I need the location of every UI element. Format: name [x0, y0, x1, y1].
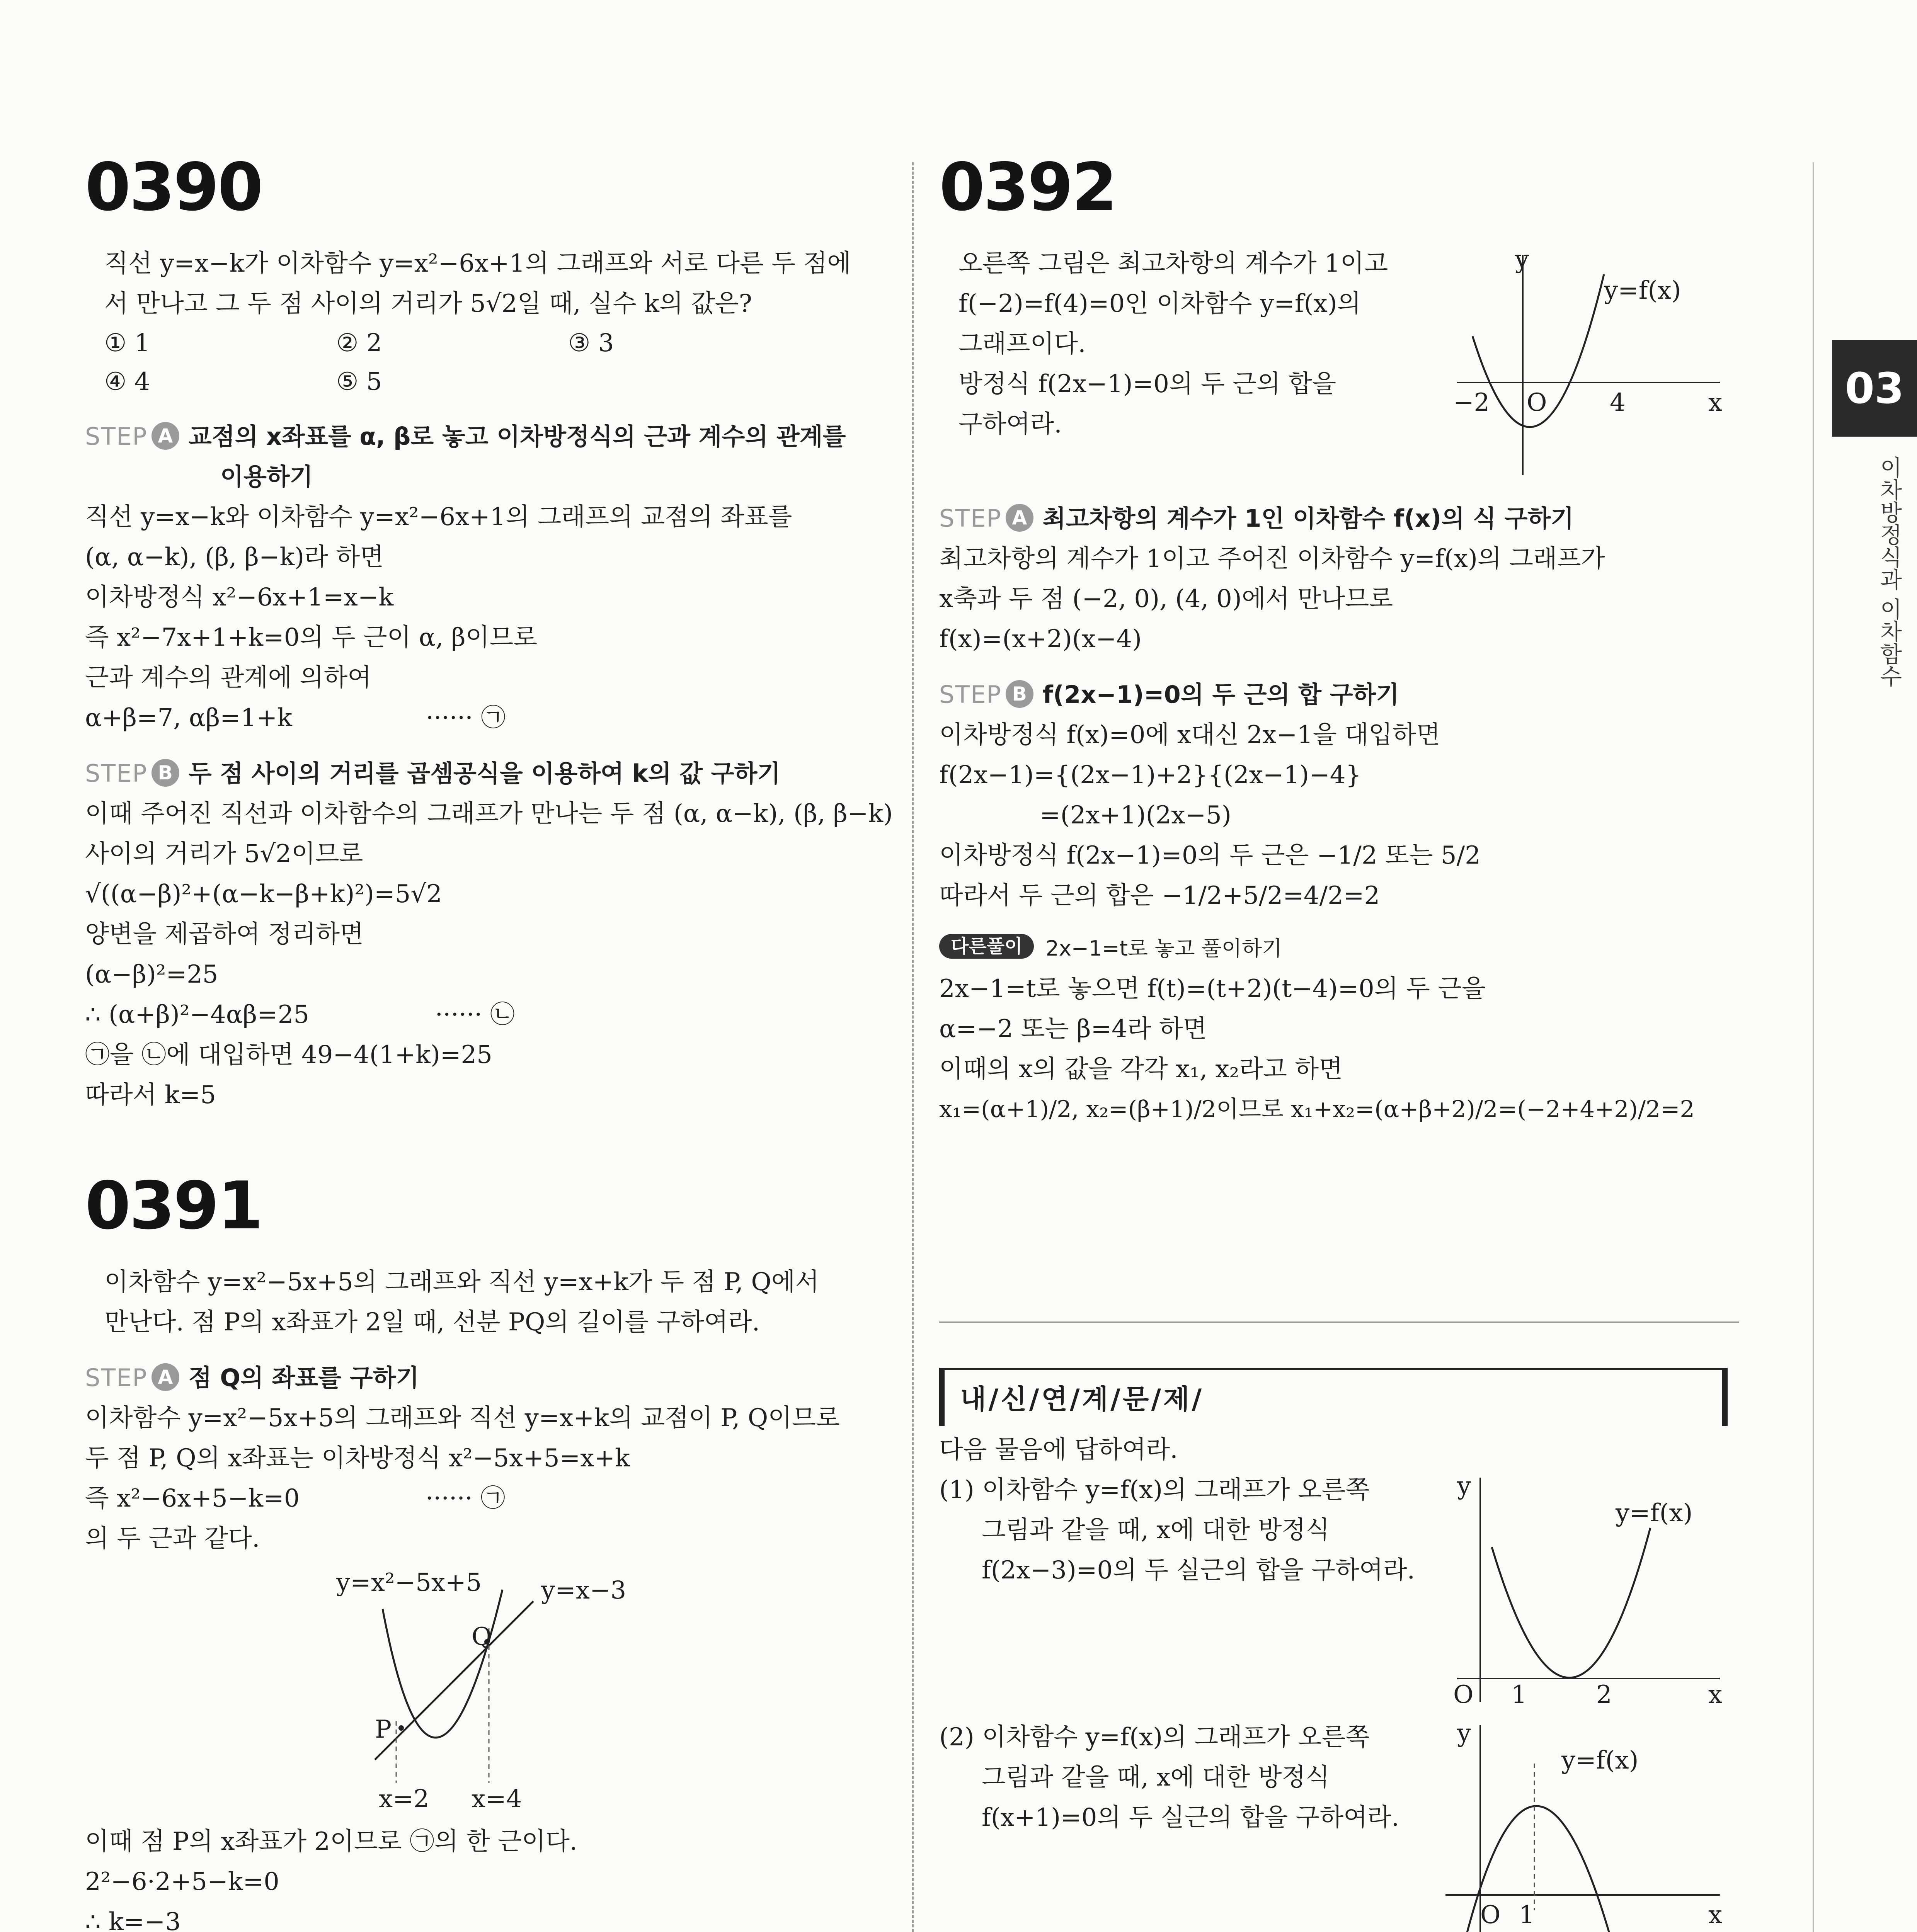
origin-label: O	[1480, 1901, 1501, 1929]
step-badge: A	[1006, 504, 1033, 532]
tick-2: 2	[1596, 1680, 1612, 1709]
choice-4[interactable]: ④ 4	[104, 367, 150, 396]
figure-0392	[1434, 243, 1743, 483]
section-separator	[939, 1321, 1739, 1323]
alt-solution-header	[939, 927, 1747, 969]
x2-label: x=2	[379, 1785, 429, 1813]
step-tag: STEP	[939, 504, 1002, 532]
solution-line: 사이의 거리가 5√2이므로	[85, 840, 363, 868]
point-p	[398, 1725, 404, 1731]
x4-label: x=4	[472, 1785, 522, 1813]
choice-1[interactable]: ① 1	[104, 329, 150, 357]
line-label: y=x−3	[541, 1576, 627, 1605]
tick-neg2: −2	[1453, 388, 1490, 417]
solution-line: (α−β)²=25	[85, 960, 218, 989]
naesin-q1	[939, 1470, 1739, 1709]
solution-line: 2x−1=t로 놓으면 f(t)=(t+2)(t−4)=0의 두 근을	[939, 975, 1486, 1003]
step-a-header	[939, 498, 1747, 539]
graph-label: y=f(x)	[1616, 1499, 1693, 1527]
step-tag: STEP	[85, 759, 148, 787]
problem-number: 0391	[85, 1168, 262, 1244]
tick-4: 4	[1610, 388, 1626, 417]
axis-y-label: y	[1457, 1472, 1471, 1500]
solution-line: f(x)=(x+2)(x−4)	[939, 625, 1142, 653]
step-a-header-cont	[85, 457, 889, 497]
column-divider	[912, 162, 914, 1932]
question-line: 오른쪽 그림은 최고차항의 계수가 1이고	[958, 249, 1388, 278]
question-line: 그림과 같을 때, x에 대한 방정식	[982, 1763, 1330, 1792]
solution-line: x₁=(α+1)/2, x₂=(β+1)/2이므로 x₁+x₂=(α+β+2)/2=(−2+4+2)/2=2	[939, 1096, 1695, 1123]
choice-3[interactable]: ③ 3	[568, 329, 614, 357]
step-a-header	[85, 1358, 889, 1398]
question-line: f(x+1)=0의 두 실근의 합을 구하여라.	[982, 1803, 1399, 1832]
solution-line: α=−2 또는 β=4라 하면	[939, 1015, 1207, 1043]
naesin-header-box	[939, 1368, 1728, 1426]
step-badge: B	[152, 759, 179, 787]
question-line: f(−2)=f(4)=0인 이차함수 y=f(x)의	[958, 289, 1361, 318]
step-title: 두 점 사이의 거리를 곱셈공식을 이용하여 k의 값 구하기	[188, 759, 781, 787]
naesin-intro: 다음 물음에 답하여라.	[939, 1435, 1178, 1464]
solution-line: 이차방정식 x²−6x+1=x−k	[85, 583, 394, 612]
solution-line: 두 점 P, Q의 x좌표는 이차방정식 x²−5x+5=x+k	[85, 1444, 630, 1473]
question-line: 방정식 f(2x−1)=0의 두 근의 합을	[958, 370, 1336, 398]
solution-line: ∴ k=−3	[85, 1908, 181, 1932]
naesin-q2	[939, 1717, 1739, 1932]
figure-0391	[85, 1559, 889, 1821]
chapter-tab: 03	[1832, 340, 1917, 437]
solution-line: α+β=7, αβ=1+k ······ ㉠	[85, 704, 506, 732]
solution-line: (α, α−k), (β, β−k)라 하면	[85, 543, 384, 571]
question-line: 그림과 같을 때, x에 대한 방정식	[982, 1516, 1330, 1544]
step-tag: STEP	[85, 422, 148, 451]
question-line: 직선 y=x−k가 이차함수 y=x²−6x+1의 그래프와 서로 다른 두 점에	[104, 249, 851, 278]
question-line: 만난다. 점 P의 x좌표가 2일 때, 선분 PQ의 길이를 구하여라.	[104, 1308, 760, 1337]
chapter-title: 이차방정식과 이차함수	[1876, 456, 1902, 687]
solution-line: 직선 y=x−k와 이차함수 y=x²−6x+1의 그래프의 교점의 좌표를	[85, 503, 792, 531]
step-badge: A	[152, 1363, 179, 1391]
tick-1: 1	[1519, 1901, 1535, 1929]
question-line: 서 만나고 그 두 점 사이의 거리가 5√2일 때, 실수 k의 값은?	[104, 289, 752, 318]
solution-line: 즉 x²−6x+5−k=0 ······ ㉠	[85, 1484, 506, 1513]
step-b-header	[85, 753, 889, 794]
graph-label: y=f(x)	[1604, 276, 1681, 305]
question-line: 구하여라.	[958, 410, 1062, 439]
solution-line: 따라서 두 근의 합은 −1/2+5/2=4/2=2	[939, 881, 1380, 910]
origin-label: O	[1527, 388, 1547, 417]
solution-line: ㉠을 ㉡에 대입하면 49−4(1+k)=25	[85, 1041, 492, 1069]
axis-y-label: y	[1515, 245, 1529, 274]
choice-2[interactable]: ② 2	[336, 329, 382, 357]
right-column	[939, 149, 1747, 1129]
tick-1: 1	[1511, 1680, 1527, 1709]
alt-solution-badge: 다른풀이	[939, 934, 1034, 959]
problem-number: 0390	[85, 149, 262, 226]
solution-line: f(2x−1)={(2x−1)+2}{(2x−1)−4}	[939, 761, 1362, 789]
step-badge: A	[152, 422, 179, 450]
solution-line: 2²−6·2+5−k=0	[85, 1867, 279, 1896]
solution-line: 즉 x²−7x+1+k=0의 두 근이 α, β이므로	[85, 623, 538, 652]
left-column	[85, 149, 893, 1932]
solution-line: 이때 점 P의 x좌표가 2이므로 ㉠의 한 근이다.	[85, 1827, 577, 1856]
question-0392	[939, 243, 1747, 483]
choice-5[interactable]: ⑤ 5	[336, 367, 382, 396]
axis-y-label: y	[1457, 1719, 1471, 1748]
solution-line: =(2x+1)(2x−5)	[1040, 801, 1231, 830]
step-title: f(2x−1)=0의 두 근의 합 구하기	[1042, 680, 1399, 709]
solution-line: 최고차항의 계수가 1이고 주어진 이차함수 y=f(x)의 그래프가	[939, 544, 1605, 573]
solution-line: √((α−β)²+(α−k−β+k)²)=5√2	[85, 880, 442, 908]
solution-line: x축과 두 점 (−2, 0), (4, 0)에서 만나므로	[939, 585, 1393, 613]
naesin-section	[939, 1430, 1739, 1932]
axis-x-label: x	[1708, 1901, 1723, 1929]
step-tag: STEP	[85, 1364, 148, 1392]
step-badge: B	[1006, 680, 1033, 708]
alt-solution-title: 2x−1=t로 놓고 풀이하기	[1045, 936, 1282, 961]
solution-line: 양변을 제곱하여 정리하면	[85, 920, 364, 949]
graph-label: y=f(x)	[1561, 1746, 1639, 1775]
solution-line: 이차방정식 f(x)=0에 x대신 2x−1을 대입하면	[939, 721, 1440, 749]
solution-line: 의 두 근과 같다.	[85, 1524, 260, 1553]
question-line: (1) 이차함수 y=f(x)의 그래프가 오른쪽	[939, 1476, 1370, 1504]
step-title: 이용하기	[220, 463, 313, 491]
step-tag: STEP	[939, 680, 1002, 709]
step-title: 최고차항의 계수가 1인 이차함수 f(x)의 식 구하기	[1042, 504, 1574, 532]
choices	[85, 324, 889, 401]
solution-line: 따라서 k=5	[85, 1081, 216, 1109]
problem-number: 0392	[939, 149, 1116, 226]
question-line: 그래프이다.	[958, 330, 1086, 358]
origin-label: O	[1453, 1680, 1474, 1709]
question-line: f(2x−3)=0의 두 실근의 합을 구하여라.	[982, 1556, 1415, 1585]
step-b-header	[939, 675, 1747, 715]
step-a-header	[85, 417, 889, 457]
parabola-curve	[383, 1590, 502, 1738]
axis-x-label: x	[1708, 388, 1723, 417]
solution-line: 이때의 x의 값을 각각 x₁, x₂라고 하면	[939, 1055, 1343, 1083]
solution-line: 이차방정식 f(2x−1)=0의 두 근은 −1/2 또는 5/2	[939, 841, 1481, 870]
step-title: 교점의 x좌표를 α, β로 놓고 이차방정식의 근과 계수의 관계를	[188, 422, 846, 451]
right-edge-line	[1813, 162, 1814, 1932]
axis-x-label: x	[1708, 1680, 1723, 1709]
solution-line: 이때 주어진 직선과 이차함수의 그래프가 만나는 두 점 (α, α−k), (β, β−k)	[85, 799, 893, 828]
curve-label: y=x²−5x+5	[336, 1568, 482, 1597]
point-q-label: Q	[472, 1622, 492, 1651]
question-line: (2) 이차함수 y=f(x)의 그래프가 오른쪽	[939, 1723, 1370, 1752]
parabola	[1492, 1528, 1650, 1678]
point-p-label: P	[375, 1715, 392, 1744]
naesin-header: 내/신/연/계/문/제/	[960, 1383, 1204, 1415]
solution-line: 이차함수 y=x²−5x+5의 그래프와 직선 y=x+k의 교점이 P, Q이므로	[85, 1404, 840, 1432]
step-title: 점 Q의 좌표를 구하기	[188, 1364, 419, 1392]
solution-line: 근과 계수의 관계에 의하여	[85, 663, 372, 692]
question-line: 이차함수 y=x²−5x+5의 그래프와 직선 y=x+k가 두 점 P, Q에서	[104, 1268, 819, 1296]
solution-line: ∴ (α+β)²−4αβ=25 ······ ㉡	[85, 1000, 515, 1029]
